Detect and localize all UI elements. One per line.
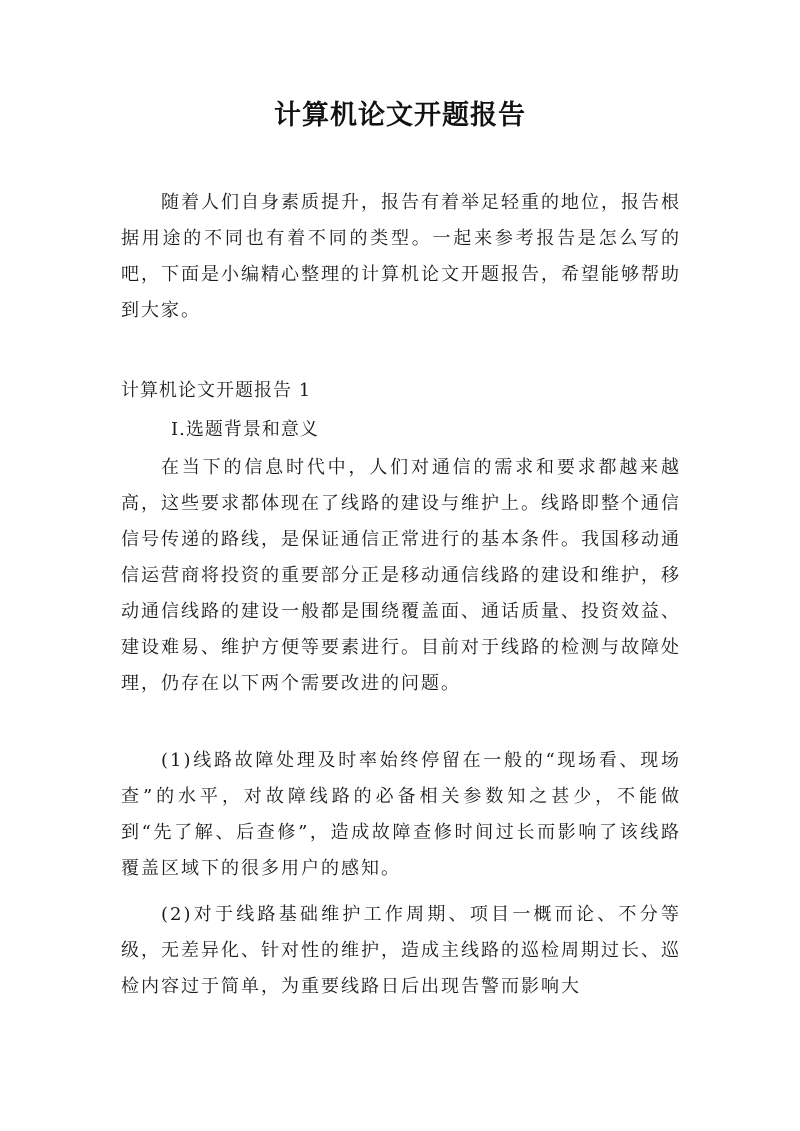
document-title: 计算机论文开题报告 (274, 100, 526, 131)
body-paragraph: (2)对于线路基础维护工作周期、项目一概而论、不分等级，无差异化、针对性的维护，造成主线路的巡检周期过长、巡检内容过于简单，为重要线路日后出现告警而影响大 (121, 904, 681, 997)
subsection-heading: Ⅰ.选题背景和意义 (171, 419, 319, 440)
section-heading: 计算机论文开题报告 1 (121, 380, 312, 401)
intro-paragraph: 随着人们自身素质提升，报告有着举足轻重的地位，报告根据用途的不同也有着不同的类型。一起来参考报告是怎么写的吧，下面是小编精心整理的计算机论文开题报告，希望能够帮助到大家。 (121, 192, 681, 321)
body-paragraph: 在当下的信息时代中，人们对通信的需求和要求都越来越高，这些要求都体现在了线路的建设与维护上。线路即整个通信信号传递的路线，是保证通信正常进行的基本条件。我国移动通信运营商将投资的重要部分正是移动通信线路的建设和维护，移动通信线路的建设一般都是围绕覆盖面、通话质量、投资效益、建设难易、维护方便等要素进行。目前对于线路的检测与故障处理，仍存在以下两个需要改进的问题。 (121, 457, 681, 694)
body-paragraph: (1)线路故障处理及时率始终停留在一般的“现场看、现场查”的水平，对故障线路的必备相关参数知之甚少，不能做到“先了解、后查修”，造成故障查修时间过长而影响了该线路覆盖区域下的很多用户的感知。 (121, 750, 681, 879)
